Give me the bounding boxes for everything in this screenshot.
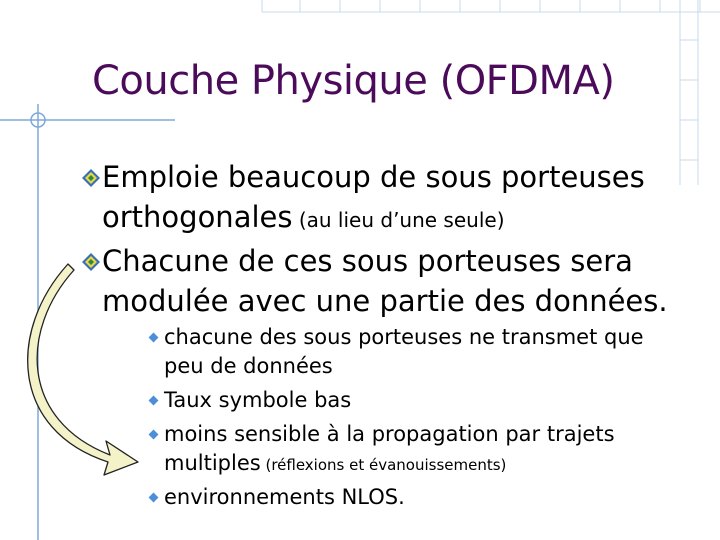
sub-bullet-note: (réflexions et évanouissements) [260, 456, 507, 474]
ornate-diamond-icon [82, 169, 100, 187]
sub-bullet-text: Taux symbole bas [164, 388, 352, 412]
sub-bullet-text: moins sensible à la propagation par trajets multiples [164, 422, 615, 475]
slide-title: Couche Physique (OFDMA) [92, 58, 615, 104]
sub-bullet-text: environnements NLOS. [164, 485, 405, 509]
bullet-text: Emploie beaucoup de sous porteuses orthogonales [102, 160, 645, 234]
bullet-note: (au lieu d’une seule) [292, 208, 505, 232]
sub-bullet-text: chacune des sous porteuses ne transmet que peu de données [164, 325, 644, 378]
bullet-text: Chacune de ces sous porteuses sera modulée avec une partie des données. [102, 244, 668, 318]
ornate-diamond-icon [82, 253, 100, 271]
